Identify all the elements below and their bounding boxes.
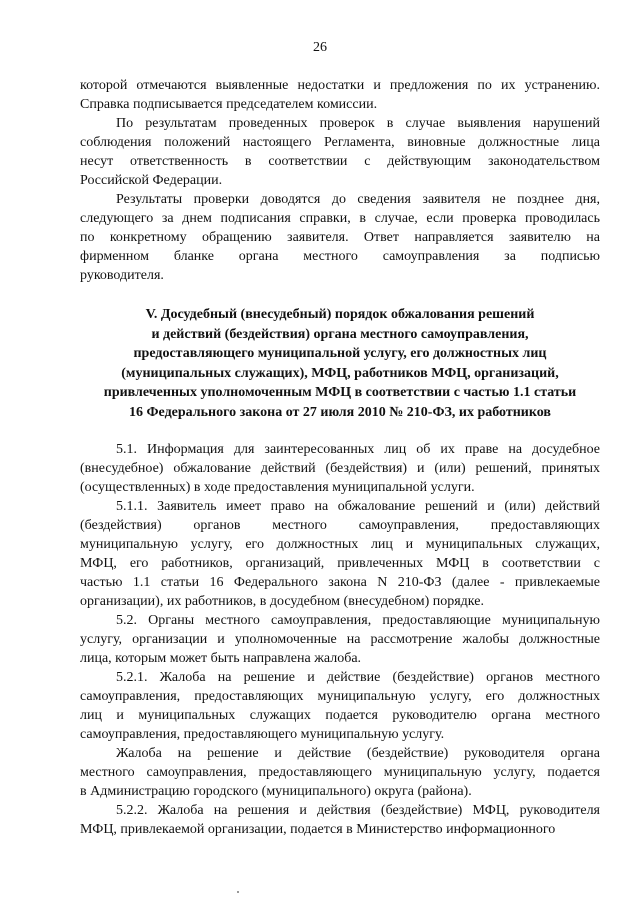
text-line: 5.2.1. Жалоба на решение и действие (бездействие) органов местного bbox=[116, 670, 600, 685]
text-line: (осуществленных) в ходе предоставления муниципальной услуги. bbox=[80, 480, 475, 495]
text-line: 5.2. Органы местного самоуправления, предоставляющие муниципальную bbox=[116, 613, 600, 628]
text-line: которой отмечаются выявленные недостатки и предложения по их устранению. bbox=[80, 78, 600, 93]
text-line: По результатам проведенных проверок в случае выявления нарушений bbox=[116, 116, 600, 131]
text-line: (бездействия) органов местного самоуправления, предоставляющих bbox=[80, 518, 600, 533]
text-line: 5.2.2. Жалоба на решения и действия (бездействие) МФЦ, руководителя bbox=[116, 803, 600, 818]
heading-line: привлеченных уполномоченным МФЦ в соответствии с частью 1.1 статьи bbox=[103, 385, 577, 400]
heading-line: предоставляющего муниципальной услугу, его должностных лиц bbox=[133, 346, 547, 361]
paragraph bbox=[80, 114, 600, 190]
heading-line: и действий (бездействия) органа местного самоуправления, bbox=[151, 326, 529, 342]
text-line: услугу, организации и уполномоченные на рассмотрение жалобы должностные bbox=[80, 632, 600, 647]
text-line: 5.1.1. Заявитель имеет право на обжалование решений и (или) действий bbox=[116, 499, 600, 514]
paragraph bbox=[80, 190, 600, 285]
text-line: организации), их работников, в досудебном (внесудебном) порядке. bbox=[80, 594, 484, 609]
paragraph bbox=[80, 611, 600, 668]
text-line: следующего за днем подписания справки, в случае, если проверка проводилась bbox=[80, 211, 600, 226]
paragraph bbox=[80, 668, 600, 744]
text-line: лиц и муниципальных служащих подается руководителю органа местного bbox=[80, 708, 600, 723]
paragraph bbox=[80, 497, 600, 611]
text-line: Справка подписывается председателем комиссии. bbox=[80, 97, 378, 112]
text-line: по конкретному обращению заявителя. Ответ направляется заявителю на bbox=[80, 230, 600, 245]
document-body bbox=[80, 76, 600, 839]
paragraph bbox=[80, 440, 600, 497]
heading-line: V. Досудебный (внесудебный) порядок обжалования решений bbox=[145, 307, 535, 322]
text-line: (внесудебное) обжалование действий (бездействия) и (или) решений, принятых bbox=[80, 461, 600, 476]
text-line: местного самоуправления, предоставляющего муниципальную услугу, подается bbox=[80, 765, 600, 780]
text-line: МФЦ, привлекаемой организации, подается в Министерство информационного bbox=[80, 822, 556, 837]
text-line: фирменном бланке органа местного самоуправления за подписью bbox=[80, 249, 600, 264]
text-line: самоуправления, предоставляющих муниципальную услугу, его должностных bbox=[80, 689, 600, 704]
text-line: Результаты проверки доводятся до сведения заявителя не позднее дня, bbox=[116, 192, 600, 207]
text-line: в Администрацию городского (муниципального) округа (района). bbox=[80, 784, 472, 799]
heading-line: (муниципальных служащих), МФЦ, работников МФЦ, организаций, bbox=[121, 365, 559, 381]
text-line: Жалоба на решение и действие (бездействие) руководителя органа bbox=[116, 746, 600, 761]
section-paragraphs bbox=[80, 440, 600, 839]
text-line: муниципальную услугу, его должностных лиц и муниципальных служащих, bbox=[80, 537, 600, 552]
text-line: МФЦ, его работников, организаций, привлеченных МФЦ в соответствии с bbox=[80, 556, 600, 571]
text-line: соблюдения положений настоящего Регламента, виновные должностные лица bbox=[80, 135, 600, 150]
paragraph bbox=[80, 76, 600, 114]
text-line: самоуправления, предоставляющего муниципальную услугу. bbox=[80, 727, 445, 742]
section-heading bbox=[80, 305, 600, 422]
scan-speck bbox=[237, 891, 239, 893]
text-line: лица, которым может быть направлена жалоба. bbox=[80, 651, 362, 666]
intro-paragraphs bbox=[80, 76, 600, 285]
paragraph bbox=[80, 801, 600, 839]
text-line: 5.1. Информация для заинтересованных лиц об их праве на досудебное bbox=[116, 442, 600, 457]
text-line: частью 1.1 статьи 16 Федерального закона N 210-ФЗ (далее - привлекаемые bbox=[80, 575, 600, 590]
text-line: руководителя. bbox=[80, 268, 164, 283]
page-number: 26 bbox=[313, 40, 327, 55]
text-line: несут ответственность в соответствии с действующим законодательством bbox=[80, 154, 600, 169]
paragraph bbox=[80, 744, 600, 801]
heading-line: 16 Федерального закона от 27 июля 2010 № 210-ФЗ, их работников bbox=[129, 404, 551, 420]
text-line: Российской Федерации. bbox=[80, 173, 223, 188]
